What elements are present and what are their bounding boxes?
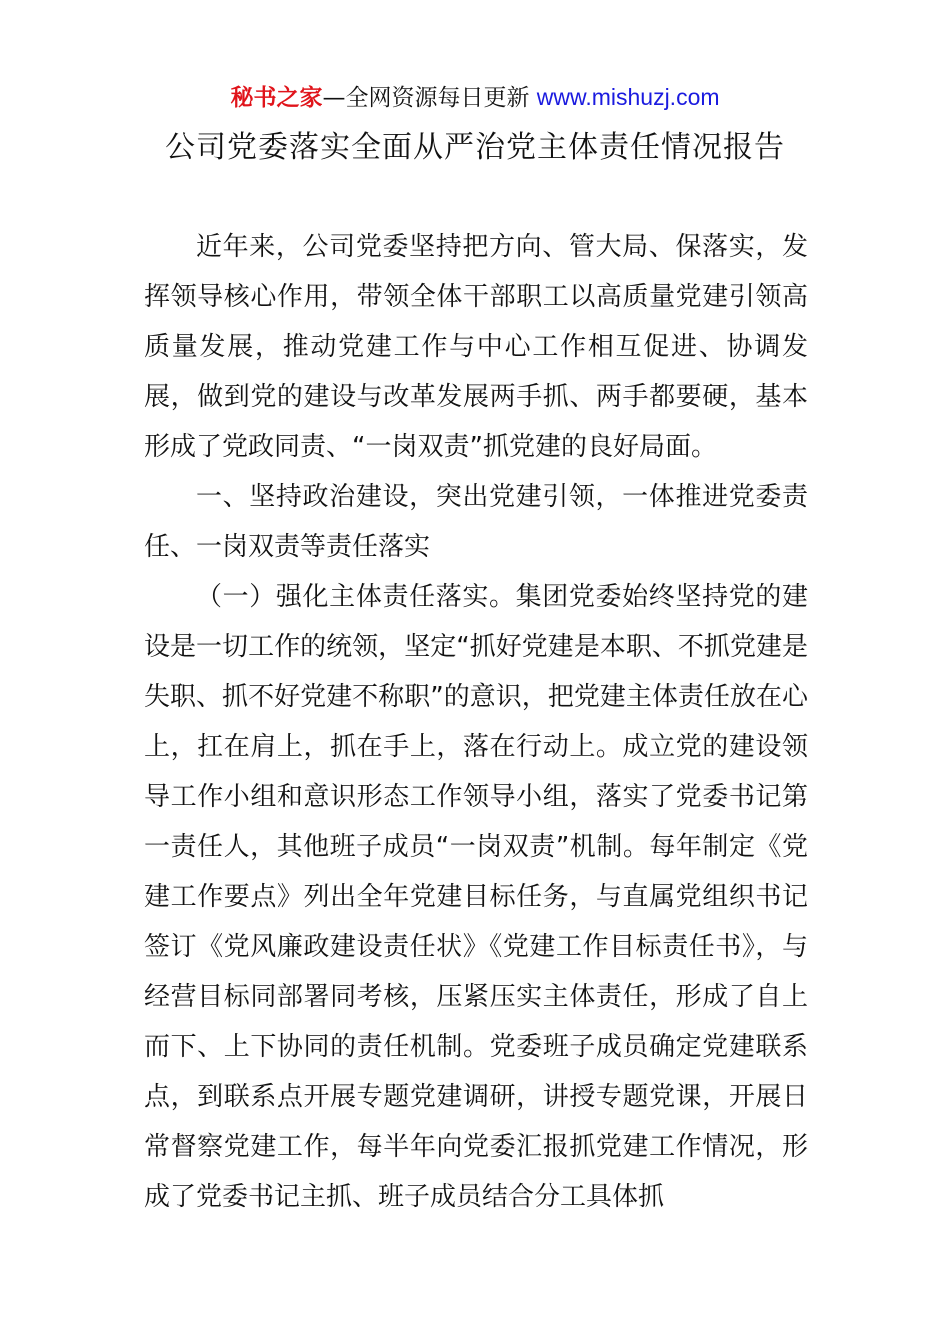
site-url-link[interactable]: www.mishuzj.com bbox=[536, 84, 720, 110]
document-body bbox=[144, 222, 808, 1222]
watermark-header bbox=[0, 80, 950, 115]
document-title: 公司党委落实全面从严治党主体责任情况报告 bbox=[165, 130, 785, 165]
header-tagline: —全网资源每日更新 bbox=[322, 85, 530, 111]
section-heading-1: 一、坚持政治建设，突出党建引领，一体推进党委责任、一岗双责等责任落实 bbox=[144, 482, 808, 562]
brand-name: 秘书之家 bbox=[230, 85, 323, 111]
subsection-paragraph-1: （一）强化主体责任落实。集团党委始终坚持党的建设是一切工作的统领，坚定“抓好党建是本职、不抓党建是失职、抓不好党建不称职”的意识，把党建主体责任放在心上，扛在肩上，抓在手上，落在行动上。成立党的建设领导工作小组和意识形态工作领导小组，落实了党委书记第一责任人，其他班子成员“一岗双责”机制。每年制定《党建工作要点》列出全年党建目标任务，与直属党组织书记签订《党风廉政建设责任状》《党建工作目标责任书》，与经营目标同部署同考核，压紧压实主体责任，形成了自上而下、上下协同的责任机制。党委班子成员确定党建联系点，到联系点开展专题党建调研，讲授专题党课，开展日常督察党建工作，每半年向党委汇报抓党建工作情况，形成了党委书记主抓、班子成员结合分工具体抓 bbox=[144, 582, 808, 1212]
intro-paragraph: 近年来，公司党委坚持把方向、管大局、保落实，发挥领导核心作用，带领全体干部职工以高质量党建引领高质量发展，推动党建工作与中心工作相互促进、协调发展，做到党的建设与改革发展两手抓、两手都要硬，基本形成了党政同责、“一岗双责”抓党建的良好局面。 bbox=[144, 232, 808, 462]
